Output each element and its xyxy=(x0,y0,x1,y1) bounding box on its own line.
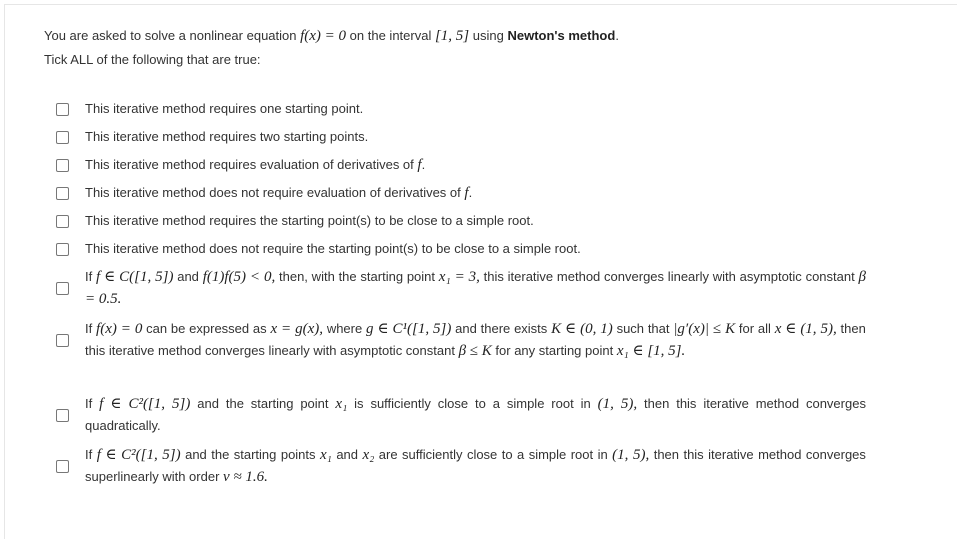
method-name: Newton's method xyxy=(507,28,616,43)
checkbox[interactable] xyxy=(56,103,69,116)
option-2[interactable]: This iterative method requires two starting points. xyxy=(56,126,866,148)
equation: f(x) = 0 xyxy=(300,28,347,44)
checkbox[interactable] xyxy=(56,409,69,422)
option-7[interactable]: If f ∈ C([1, 5]) and f(1)f(5) < 0, then, with the starting point x₁ = 3, this iterative method converges linearly with asymptotic constant β = 0.5. xyxy=(56,266,866,310)
checkbox[interactable] xyxy=(56,334,69,347)
checkbox[interactable] xyxy=(56,282,69,295)
checkbox[interactable] xyxy=(56,187,69,200)
checkbox[interactable] xyxy=(56,460,69,473)
option-3[interactable]: This iterative method requires evaluation of derivatives of f. xyxy=(56,154,866,176)
option-4[interactable]: This iterative method does not require evaluation of derivatives of f. xyxy=(56,182,866,204)
option-1[interactable]: This iterative method requires one starting point. xyxy=(56,98,866,120)
option-9[interactable]: If f ∈ C²([1, 5]) and the starting point x₁ is sufficiently close to a simple root in (1, 5), then this iterative method converges quadratically. xyxy=(56,393,866,437)
checkbox[interactable] xyxy=(56,131,69,144)
option-5[interactable]: This iterative method requires the starting point(s) to be close to a simple root. xyxy=(56,210,866,232)
option-10[interactable]: If f ∈ C²([1, 5]) and the starting points x₁ and x₂ are sufficiently close to a simple root in (1, 5), then this iterative method converges superlinearly with order ν ≈ 1.6. xyxy=(56,444,866,488)
checkbox[interactable] xyxy=(56,215,69,228)
option-8[interactable]: If f(x) = 0 can be expressed as x = g(x), where g ∈ C¹([1, 5]) and there exists K ∈ (0, 1) such that |g′(x)| ≤ K for all x ∈ (1, 5), then this iterative method converges linearly with asymptotic constant β ≤ K for any starting point x₁ ∈ [1, 5]. xyxy=(56,318,866,362)
question-intro: You are asked to solve a nonlinear equation f(x) = 0 on the interval [1, 5] using Newton's method. xyxy=(44,28,619,44)
instruction: Tick ALL of the following that are true: xyxy=(44,52,261,67)
checkbox[interactable] xyxy=(56,243,69,256)
checkbox[interactable] xyxy=(56,159,69,172)
option-6[interactable]: This iterative method does not require the starting point(s) to be close to a simple root. xyxy=(56,238,866,260)
interval: [1, 5] xyxy=(434,28,470,44)
